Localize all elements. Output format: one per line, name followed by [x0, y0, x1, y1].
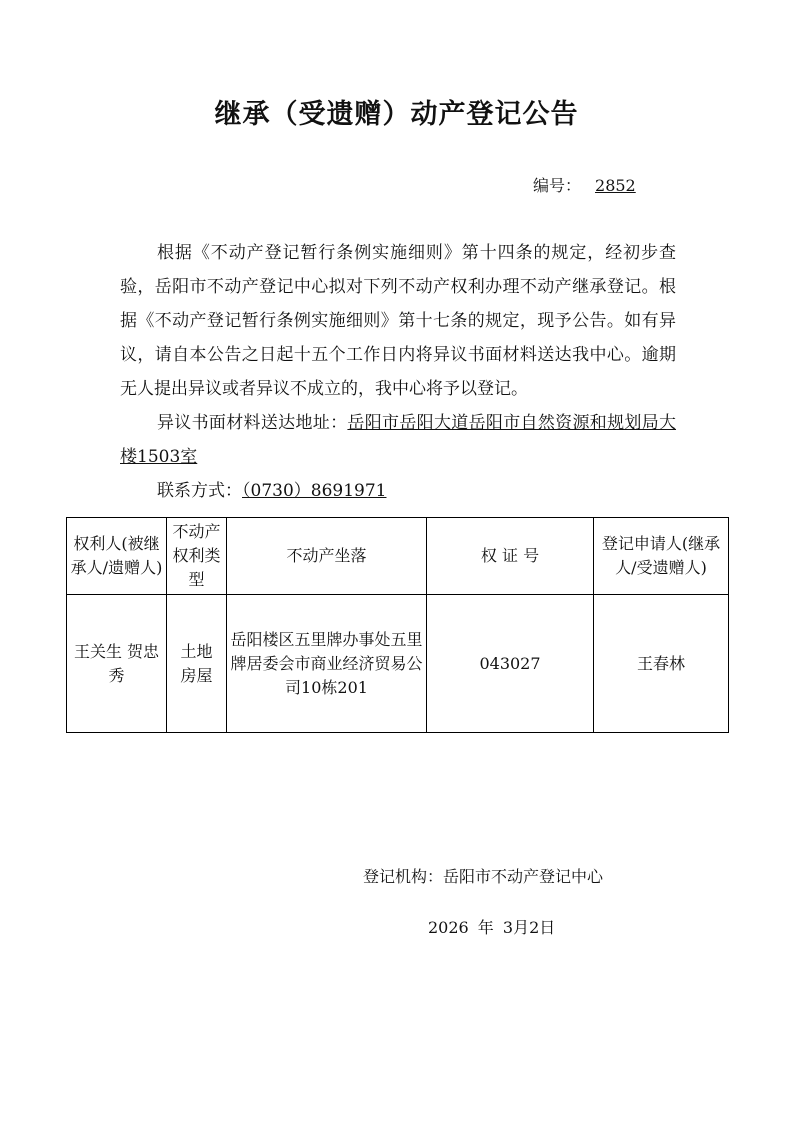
objection-address — [120, 406, 676, 474]
notice-date: 2026 年 3月2日 — [428, 918, 556, 937]
table-row — [67, 595, 729, 733]
cell-applicant: 王春林 — [594, 595, 729, 733]
serial-label: 编号： — [533, 176, 582, 195]
notice-body — [120, 236, 676, 508]
contact-label: 联系方式： — [157, 481, 242, 501]
header-owner: 权利人(被继承人/遗赠人) — [67, 518, 167, 595]
address-label: 异议书面材料送达地址： — [157, 413, 348, 433]
serial-value: 2852 — [595, 176, 636, 195]
contact-info — [120, 474, 676, 508]
table-header-row — [67, 518, 729, 595]
header-cert-no: 权 证 号 — [427, 518, 594, 595]
header-applicant: 登记申请人(继承人/受遗赠人) — [594, 518, 729, 595]
cell-right-type: 土地 房屋 — [167, 595, 227, 733]
registration-agency: 登记机构：岳阳市不动产登记中心 — [363, 867, 604, 886]
cell-cert-no: 043027 — [427, 595, 594, 733]
notice-title: 继承（受遗赠）动产登记公告 — [214, 99, 579, 130]
cell-owner: 王关生 贺忠秀 — [67, 595, 167, 733]
contact-value: （0730）8691971 — [242, 481, 387, 501]
address-value: 岳阳市岳阳大道岳阳市自然资源和规划局大楼1503室 — [120, 413, 677, 467]
registration-table — [66, 517, 729, 733]
cell-location: 岳阳楼区五里牌办事处五里牌居委会市商业经济贸易公司10栋201 — [227, 595, 427, 733]
serial-number — [533, 173, 636, 196]
header-right-type: 不动产权利类型 — [167, 518, 227, 595]
notice-paragraph: 根据《不动产登记暂行条例实施细则》第十四条的规定，经初步查验，岳阳市不动产登记中心拟对下列不动产权利办理不动产继承登记。根据《不动产登记暂行条例实施细则》第十七条的规定，现予公告。如有异议，请自本公告之日起十五个工作日内将异议书面材料送达我中心。逾期无人提出异议或者异议不成立的，我中心将予以登记。 — [120, 243, 676, 399]
header-location: 不动产坐落 — [227, 518, 427, 595]
